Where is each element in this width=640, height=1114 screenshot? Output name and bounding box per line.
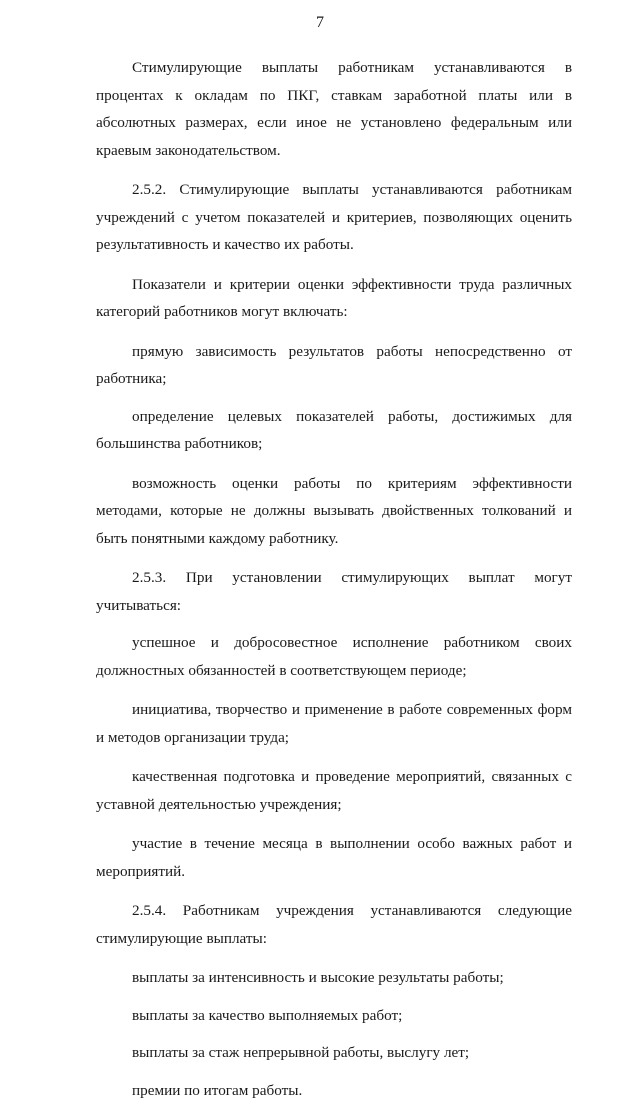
list-item-evaluation-possibility: возможность оценки работы по критериям эффективности методами, которые не должны вызывать двойственных толкований и быть понятными каждому работнику. — [96, 474, 572, 547]
list-item-direct-dependence: прямую зависимость результатов работы непосредственно от работника; — [96, 342, 572, 387]
list-item-initiative: инициатива, творчество и применение в работе современных форм и методов организации труда; — [96, 701, 572, 746]
list-item-target-indicators: определение целевых показателей работы, достижимых для большинства работников; — [96, 407, 572, 452]
paragraph-stimulating-payments-basis: Стимулирующие выплаты работникам устанавливаются в процентах к окладам по ПКГ, ставкам заработной платы или в абсолютных размерах, если иное не установлено федеральным или краевым законодательством. — [96, 59, 572, 159]
list-item-seniority-payments: выплаты за стаж непрерывной работы, выслугу лет; — [132, 1044, 470, 1061]
document-body — [96, 54, 572, 1114]
list-item-bonuses: премии по итогам работы. — [132, 1081, 303, 1099]
paragraph-2-5-2: 2.5.2. Стимулирующие выплаты устанавливаются работникам учреждений с учетом показателей и критериев, позволяющих оценить результативность и качество их работы. — [96, 181, 572, 253]
list-item-event-preparation: качественная подготовка и проведение мероприятий, связанных с уставной деятельностью учреждения; — [96, 768, 572, 813]
list-item-intensity-payments: выплаты за интенсивность и высокие результаты работы; — [132, 969, 504, 986]
list-item-important-works: участие в течение месяца в выполнении особо важных работ и мероприятий. — [96, 835, 572, 880]
paragraph-2-5-4: 2.5.4. Работникам учреждения устанавливаются следующие стимулирующие выплаты: — [96, 902, 572, 947]
paragraph-criteria-intro: Показатели и критерии оценки эффективности труда различных категорий работников могут включать: — [96, 275, 572, 320]
list-item-successful-performance: успешное и добросовестное исполнение работником своих должностных обязанностей в соответствующем периоде; — [96, 634, 572, 679]
paragraph-2-5-3: 2.5.3. При установлении стимулирующих выплат могут учитываться: — [96, 569, 572, 614]
page-number: 7 — [316, 14, 324, 31]
list-item-quality-payments: выплаты за качество выполняемых работ; — [132, 1006, 403, 1024]
